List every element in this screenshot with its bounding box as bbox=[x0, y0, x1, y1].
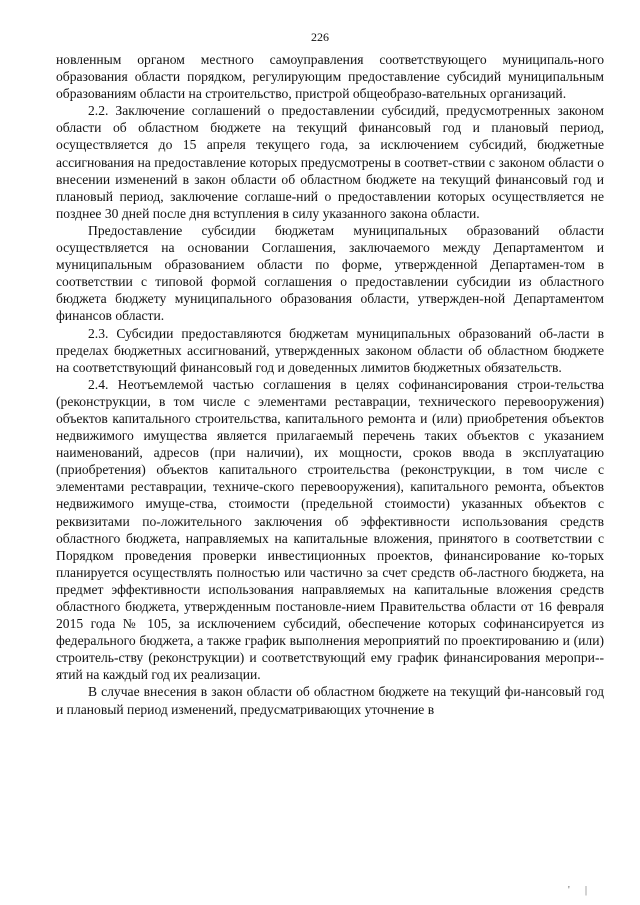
paragraph-budget-changes: В случае внесения в закон области об областном бюджете на текущий фи-нансовый год и плановый период изменений, предусматривающих уточнение в bbox=[56, 684, 604, 717]
paragraph-2-3: 2.3. Субсидии предоставляются бюджетам муниципальных образований об-ласти в пределах бюджетных ассигнований, утвержденных законом области об областном бюджете на соответствующий финансовый год и доведенных лимитов бюджетных обязательств. bbox=[56, 325, 604, 375]
corner-mark-right: | bbox=[585, 885, 588, 896]
paragraph-continuation: новленным органом местного самоуправления соответствующего муниципаль-ного образования области порядком, регулирующим предоставление субсидий муниципальным образованиям области на строительство, пристрой общеобразо-вательных организаций. bbox=[56, 52, 604, 102]
paragraph-2-2: 2.2. Заключение соглашений о предоставлении субсидий, предусмотренных законом области об областном бюджете на текущий финансовый год и плановый период, осуществляется до 15 апреля текущего года, за исключением субсидий, бюджетные ассигнования на предоставление которых предусмотрены в соответ-ствии с законом области о внесении изменений в закон области об областном бюджете на текущий финансовый год и плановый период, заключение соглаше-ний о предоставлении которых осуществляется не позднее 30 дней после дня вступления в силу указанного закона области. bbox=[56, 103, 604, 221]
corner-mark-left: ' bbox=[568, 885, 570, 896]
page-number: 226 bbox=[311, 30, 329, 44]
document-body bbox=[56, 51, 604, 718]
paragraph-2-4: 2.4. Неотъемлемой частью соглашения в целях софинансирования строи-тельства (реконструкции, в том числе с элементами реставрации, технического перевооружения) объектов капитального строительства, капитального ремонта и (или) приобретения объектов недвижимого имущества является прилагаемый перечень таких объектов с указанием наименований, адресов (при наличии), их мощности, сроков ввода в эксплуатацию (приобретения) объектов капитального строительства (реконструкции, в том числе с элементами реставрации, техниче-ского перевооружения), капитального ремонта, объектов недвижимого имуще-ства, стоимости (предельной стоимости) указанных объектов с реквизитами по-ложительного заключения об эффективности использования средств областного бюджета, направляемых на капитальные вложения, принятого в соответствии с Порядком проведения проверки инвестиционных проектов, финансирование ко-торых планируется осуществлять полностью или частично за счет средств об-ластного бюджета, на предмет эффективности использования направляемых на капитальные вложения средств областного бюджета, утвержденным постановле-нием Правительства области от 16 февраля 2015 года № 105, за исключением субсидий, обеспечение которых софинансируется из федерального бюджета, а также график выполнения мероприятий по проектированию и (или) строитель-ству (реконструкции) и соответствующий ему график финансирования меропри-ятий на каждый год их реализации. bbox=[56, 376, 604, 683]
paragraph-subsidy-agreement: Предоставление субсидии бюджетам муниципальных образований области осуществляется на основании Соглашения, заключаемого между Департаментом и муниципальным образованием области по форме, утвержденной Департамен-том в соответствии с типовой формой соглашения о предоставлении субсидии из областного бюджета бюджету муниципального образования области, утвержден-ной Департаментом финансов области. bbox=[56, 222, 604, 324]
